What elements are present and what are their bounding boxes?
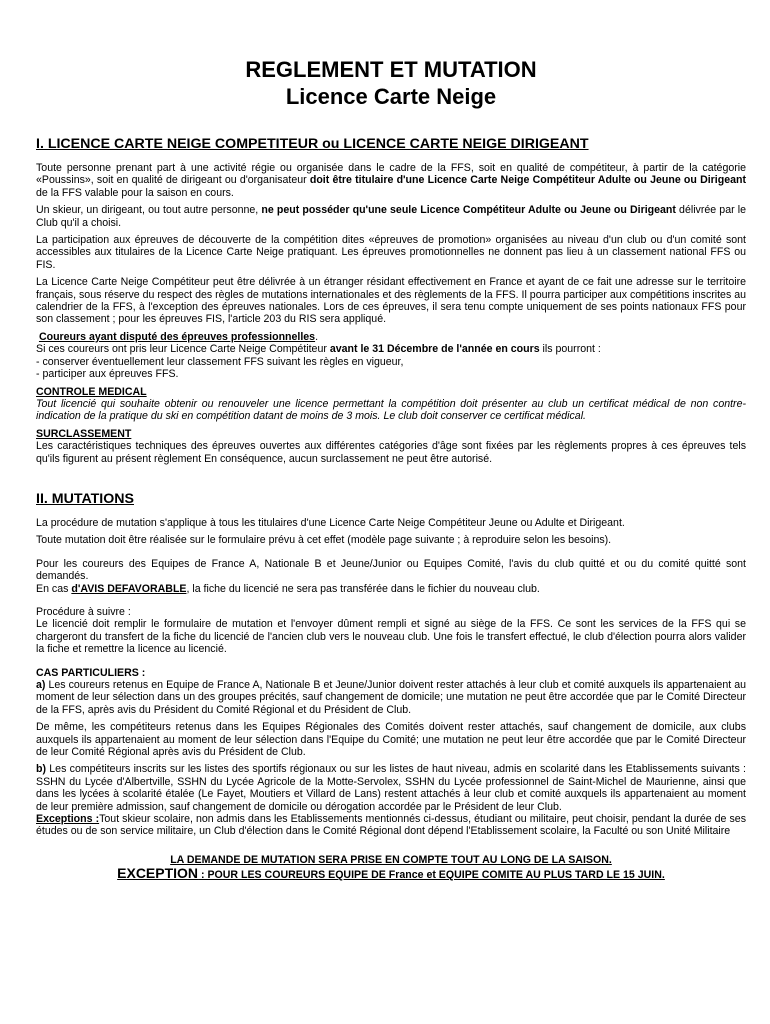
footer-exception-label: EXCEPTION	[117, 864, 199, 881]
case-a-label: a)	[36, 679, 46, 691]
document-page	[36, 56, 746, 883]
medical-heading-text: CONTROLE MEDICAL	[36, 385, 147, 398]
case-a-2: De même, les compétiteurs retenus dans les Equipes Régionales des Comités doivent rester attachés, sauf changement de domicile, aux clubs auxquels ils appartenaient au moment de leur sélection dans l'Equipe du Comité; une mutation ne peut leur être accordée que par le Comité Directeur de leur Comité Régional après avis du Président de Club.	[36, 721, 746, 759]
s2-p4-end: , la fiche du licencié ne sera pas transférée dans le fichier du nouveau club.	[186, 582, 540, 595]
s1-p1-text: Toute personne prenant part à une activité régie ou organisée dans le cadre de la FFS, soit en qualité de compétiteur, à partir de la catégorie «Poussins», soit en qualité de dirigeant ou d'organisateur	[36, 162, 746, 187]
surclassement-heading-text: SURCLASSEMENT	[36, 427, 132, 440]
avis-defavorable: d'AVIS DEFAVORABLE	[71, 582, 187, 595]
s1-paragraph-4: La Licence Carte Neige Compétiteur peut être délivrée à un étranger résidant effectivement en France et ayant de ce fait une adresse sur le territoire français, sous réserve du respect des règles de mutations internationales et des règlements de la FFS. Il pourra participer aux compétitions inscrites au calendrier de la FFS, à l'exception des épreuves nationales. Lors de ces épreuves, il sera tenu compte uniquement de ses points nationaux FFS pour son classement ; pour les épreuves FIS, l'article 203 du RIS sera appliqué.	[36, 276, 746, 326]
pro-end: ils pourront :	[539, 343, 601, 356]
pro-list-item-1: - conserver éventuellement leur classement FFS suivant les règles en vigueur,	[36, 355, 404, 368]
s1-p2-bold: ne peut posséder qu'une seule Licence Compétiteur Adulte ou Jeune ou Dirigeant	[261, 204, 676, 217]
s1-p1-end: de la FFS valable pour la saison en cours.	[36, 186, 234, 199]
medical-heading	[36, 386, 746, 398]
medical-text: Tout licencié qui souhaite obtenir ou renouveler une licence permettant la compétition doit présenter au club un certificat médical de non contre-indication de la pratique du ski en compétition datant de moins de 3 mois. Le club doit conserver ce certificat médical.	[36, 397, 746, 423]
surclassement-heading	[36, 428, 746, 440]
cas-particuliers-heading: CAS PARTICULIERS :	[36, 666, 146, 679]
s1-p1-bold: doit être titulaire d'une Licence Carte Neige Compétiteur Adulte ou Jeune ou Dirigeant	[309, 174, 746, 187]
s2-paragraph-1: La procédure de mutation s'applique à tous les titulaires d'une Licence Carte Neige Compétiteur Jeune ou Adulte et Dirigeant.	[36, 516, 625, 529]
s1-paragraph-2	[36, 204, 746, 229]
pro-text: Si ces coureurs ont pris leur Licence Carte Neige Compétiteur	[36, 343, 330, 356]
s1-paragraph-1	[36, 162, 746, 199]
s1-p2-end: délivrée par le Club qu'il a choisi.	[36, 204, 746, 229]
case-b-label: b)	[36, 763, 46, 776]
document-title: REGLEMENT ET MUTATION	[245, 57, 537, 82]
exceptions-text: Tout skieur scolaire, non admis dans les Etablissements mentionnés ci-dessus, étudiant ou militaire, peut choisir, pendant la durée de ses études ou de son service militaire, un Club d'élection dans le Comité Régional dont dépend l'Etablissement scolaire, la Faculté ou son Unité Militaire	[36, 813, 746, 838]
pro-paragraph	[36, 343, 746, 355]
footer-line-2	[36, 866, 746, 883]
pro-heading: Coureurs ayant disputé des épreuves professionnelles	[38, 330, 316, 343]
pro-list-item-2: - participer aux épreuves FFS.	[36, 368, 179, 381]
case-a-text: Les coureurs retenus en Equipe de France A, Nationale B et Jeune/Junior doivent rester attachés à leur club et comité auxquels ils appartenaient au moment de leur sélection dans un des groupes précités, sauf changement de domicile; une mutation ne peut être accordée que par le Comité Directeur de la FFS, après avis du Président du Comité Régional et du Président de Club.	[36, 679, 746, 716]
case-b	[36, 763, 746, 813]
s1-p2-text: Un skieur, un dirigeant, ou tout autre personne,	[36, 204, 262, 217]
s2-paragraph-2: Toute mutation doit être réalisée sur le formulaire prévu à cet effet (modèle page suivante ; à reproduire selon les besoins).	[36, 534, 612, 547]
s2-p4-text: En cas	[36, 582, 72, 595]
case-a	[36, 679, 746, 716]
surclassement-text: Les caractéristiques techniques des épreuves ouvertes aux différentes catégories d'âge sont fixées par les règlements propres à ces épreuves tels qu'ils figurent au présent règlement En conséquence, aucun surclassement ne peut être autorisé.	[36, 440, 746, 465]
procedure-label: Procédure à suivre :	[36, 605, 131, 618]
section-2-heading: II. MUTATIONS	[36, 490, 134, 507]
s2-paragraph-4	[36, 583, 746, 595]
footer-line-1: LA DEMANDE DE MUTATION SERA PRISE EN COMPTE TOUT AU LONG DE LA SAISON.	[170, 853, 612, 866]
procedure-text: Le licencié doit remplir le formulaire de mutation et l'envoyer dûment rempli et signé au siège de la FFS. Ce sont les services de la FFS qui se chargeront du transfert de la fiche du licencié de l'ancien club vers le nouveau club. Une fois le transfert effectué, le club d'élection pourra alors valider la fiche et remettre la licence au licencié.	[36, 618, 746, 656]
document-subtitle: Licence Carte Neige	[285, 84, 497, 109]
footer-exception-text: : POUR LES COUREURS EQUIPE DE France et EQUIPE COMITE AU PLUS TARD LE 15 JUIN.	[198, 868, 665, 881]
section-1-heading: I. LICENCE CARTE NEIGE COMPETITEUR ou LICENCE CARTE NEIGE DIRIGEANT	[36, 136, 589, 152]
s1-paragraph-3: La participation aux épreuves de découverte de la compétition dites «épreuves de promotion» organisées au niveau d'un club ou d'un comité sont accessibles aux titulaires de la Licence Carte Neige pratiquant. Les épreuves promotionnelles ne donnent pas lieu à un classement national FFS ou FIS.	[36, 234, 746, 271]
pro-bold: avant le 31 Décembre de l'année en cours	[329, 343, 540, 356]
exceptions	[36, 813, 746, 838]
s2-paragraph-3: Pour les coureurs des Equipes de France A, Nationale B et Jeune/Junior ou Equipes Comité, l'avis du club quitté et ou du comité quitté sont demandés.	[36, 557, 746, 583]
pro-heading-dot: .	[315, 330, 319, 343]
pro-heading-line	[36, 331, 746, 343]
exceptions-label: Exceptions :	[36, 813, 100, 826]
case-b-text: Les compétiteurs inscrits sur les listes des sportifs régionaux ou sur les listes de haut niveau, admis en scolarité dans les Etablissements suivants : SSHN du Lycée d'Albertville, SSHN du Lycée Agricole de la Motte-Servolex, SSHN du Lycée professionnel de Saint-Michel de Maurienne, ainsi que dans les lycées à scolarité étalée (Le Fayet, Moutiers et Villard de Lans) restent attachés à leur club et comité auxquels ils appartenaient au moment de leur première admission, sauf changement de domicile ou dérogation accordée par le Président de leur Club.	[36, 763, 746, 813]
